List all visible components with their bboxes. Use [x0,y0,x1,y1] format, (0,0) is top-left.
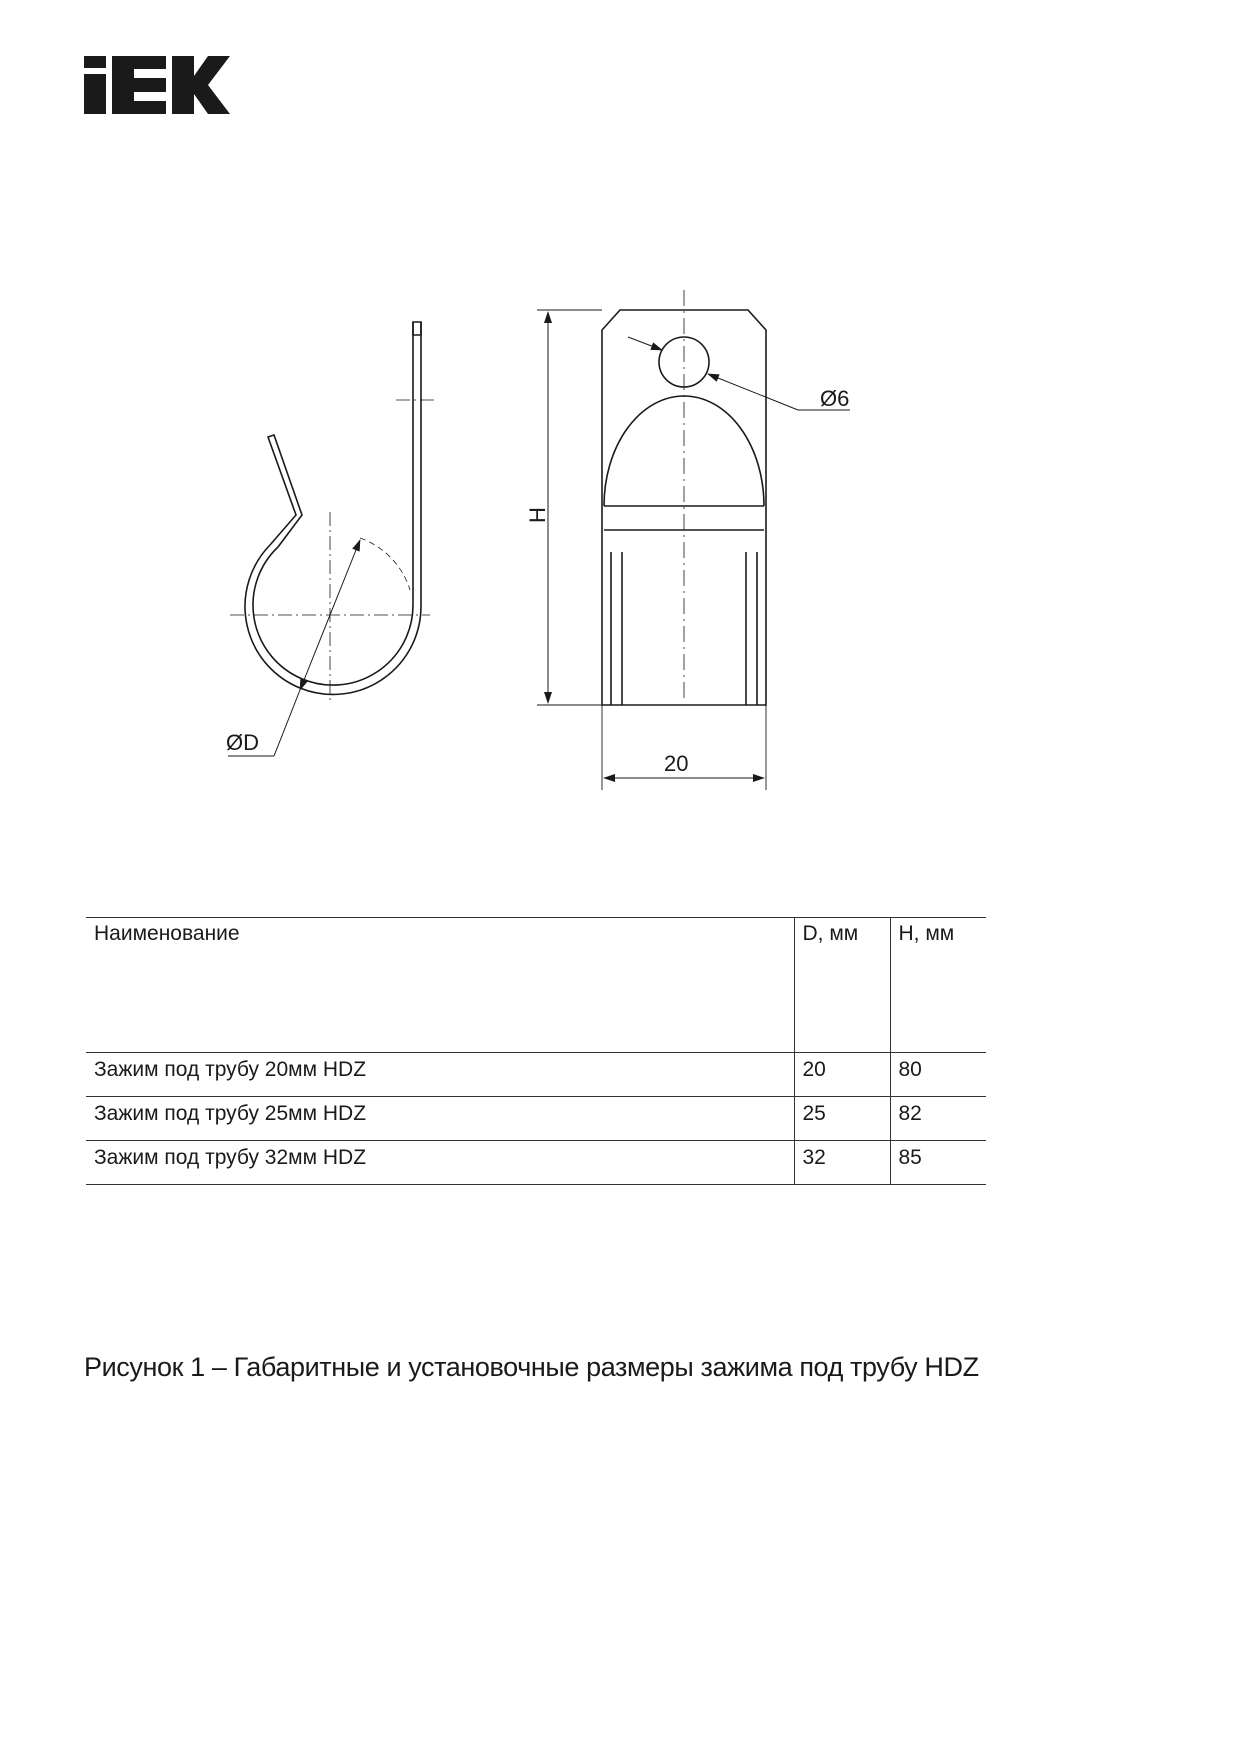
cell-d: 32 [794,1141,890,1185]
height-label: H [525,507,550,523]
hole-diameter-label: Ø6 [820,386,850,411]
cell-d: 20 [794,1053,890,1097]
table-row [86,1141,986,1185]
header-h: H, мм [890,918,986,1053]
cell-h: 85 [890,1141,986,1185]
technical-drawing [0,260,1240,820]
cell-name: Зажим под трубу 32мм HDZ [86,1141,794,1185]
table-row [86,1053,986,1097]
table-row [86,1097,986,1141]
header-d: D, мм [794,918,890,1053]
cell-name: Зажим под трубу 20мм HDZ [86,1053,794,1097]
cell-d: 25 [794,1097,890,1141]
width-label: 20 [664,751,689,776]
dimensions-table [86,917,986,1185]
header-name: Наименование [86,918,794,1053]
cell-h: 82 [890,1097,986,1141]
figure-caption: Рисунок 1 – Габаритные и установочные размеры зажима под трубу HDZ [84,1352,979,1382]
front-view [537,290,850,790]
diameter-label: ØD [226,730,259,755]
cell-h: 80 [890,1053,986,1097]
cell-name: Зажим под трубу 25мм HDZ [86,1097,794,1141]
iek-logo [84,56,230,114]
table-header-row [86,918,986,1053]
drawing-canvas [0,260,1240,820]
side-view [228,322,438,756]
